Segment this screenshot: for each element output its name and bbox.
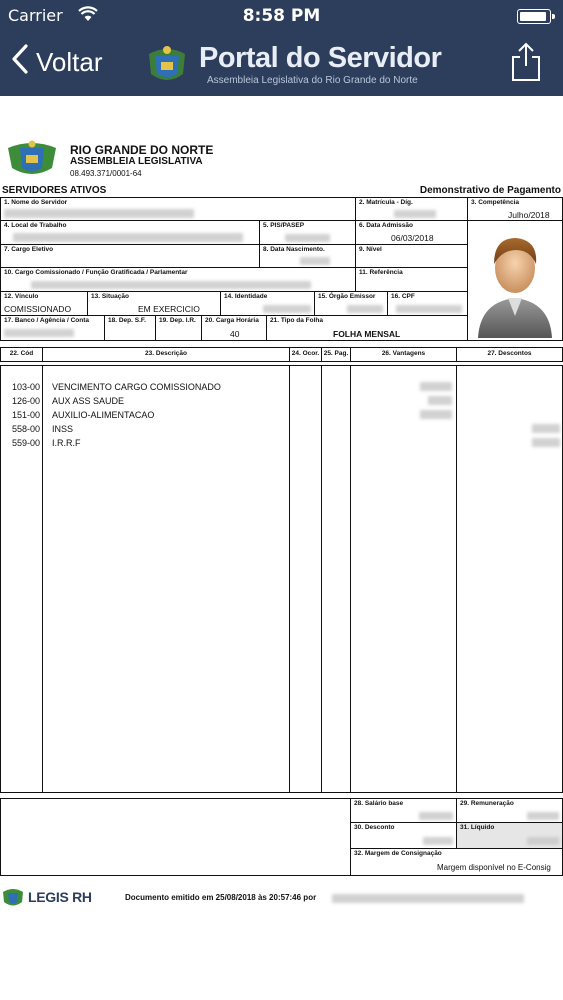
portal-title: Portal do Servidor	[199, 41, 442, 74]
field-orgao-emissor: 15. Órgão Emissor	[314, 291, 388, 316]
battery-icon	[517, 9, 551, 24]
state-seal-icon	[143, 40, 191, 88]
total-liquido: 31. Líquido	[456, 822, 563, 849]
field-carga-horaria: 20. Carga Horária 40	[201, 315, 267, 341]
field-competencia: 3. Competência Julho/2018	[467, 197, 563, 221]
carrier-label: Carrier	[8, 6, 63, 25]
back-label: Voltar	[36, 46, 103, 77]
cnpj: 08.493.371/0001-64	[70, 169, 142, 178]
field-local: 4. Local de Trabalho	[0, 220, 260, 245]
body-col-descricao	[42, 365, 290, 793]
share-button[interactable]	[509, 40, 543, 84]
total-salario-base: 28. Salário base	[350, 798, 457, 823]
field-banco: 17. Banco / Agência / Conta	[0, 315, 105, 341]
total-desconto: 30. Desconto	[350, 822, 457, 849]
clock: 8:58 PM	[242, 6, 321, 26]
col-ocorrencia: 24. Ocor.	[289, 347, 322, 362]
emitter-redacted	[332, 894, 524, 903]
nav-bar	[0, 32, 563, 96]
total-remuneracao: 29. Remuneração	[456, 798, 563, 823]
total-margem: 32. Margem de Consignação Margem disponível no E-Consig	[350, 848, 563, 876]
share-icon	[509, 40, 543, 84]
body-col-vantagens	[350, 365, 457, 793]
back-button[interactable]	[10, 44, 103, 80]
col-descontos: 27. Descontos	[456, 347, 563, 362]
payslip-document: RIO GRANDE DO NORTE ASSEMBLEIA LEGISLATIVA 08.493.371/0001-64 SERVIDORES ATIVOS Demonstrativo de Pagamento 1. Nome do Servidor 2. Matrícula - Díg. 3. Competência Julho/2018 4. Local de Trabalho 5. PIS/PASEP 6. Data Admissão 06/03/2018 7. Cargo Eletivo 8. Data Nascimento. 9. Nível 10. Cargo Comissionado / Função Gratificada / Parlamentar 11. Referência 12. Vínculo COMISSIONADO 13. Situação EM EXERCICIO 14. Identidade 15. Órgão Emissor 16. CPF 17. Banco / Agência / Conta 18. Dep. S.F. 19. Dep. I.R. 20. Carga Horária 40 21. Tipo da Folha FOLHA MENSAL 22. Cód 23. Descrição 24. Ocor. 25. Pag. 26. Vantagens 27. Descontos 103-00 VENCIMENTO CARGO COMISSIONADO 126-00 AUX ASS SAUDE 151-00 AUXILIO-ALIMENTACAO 558-00 INSS 559-00 I.R.R.F 28. Salário base 29. Remuneração 30. Desconto 31. Líquido 32. Margem de Consignação Margem disponível no E-Consig LEGIS RH Documento emitido em 25/08/2018 às 20:57:46 por	[0, 96, 563, 1000]
field-dep-sf: 18. Dep. S.F.	[104, 315, 156, 341]
field-cargo-comissionado: 10. Cargo Comissionado / Função Gratificada / Parlamentar	[0, 267, 356, 292]
field-tipo-folha: 21. Tipo da Folha FOLHA MENSAL	[266, 315, 468, 341]
chevron-left-icon	[10, 43, 30, 81]
doc-title: Demonstrativo de Pagamento	[419, 185, 561, 196]
field-nascimento: 8. Data Nascimento.	[259, 244, 356, 268]
field-matricula: 2. Matrícula - Díg.	[355, 197, 468, 221]
col-vantagens: 26. Vantagens	[350, 347, 457, 362]
state-name: RIO GRANDE DO NORTE	[70, 143, 214, 157]
section-title: SERVIDORES ATIVOS	[2, 185, 107, 196]
body-col-ocorrencia	[289, 365, 322, 793]
emission-note: Documento emitido em 25/08/2018 às 20:57:46 por	[125, 893, 317, 902]
col-descricao: 23. Descrição	[42, 347, 290, 362]
legis-seal-icon	[2, 886, 24, 908]
field-admissao: 6. Data Admissão 06/03/2018	[355, 220, 468, 245]
field-vinculo: 12. Vínculo COMISSIONADO	[0, 291, 88, 316]
field-referencia: 11. Referência	[355, 267, 468, 292]
field-nivel: 9. Nível	[355, 244, 468, 268]
field-nome: 1. Nome do Servidor	[0, 197, 356, 221]
col-pagamento: 25. Pag.	[321, 347, 351, 362]
org-name: ASSEMBLEIA LEGISLATIVA	[70, 156, 203, 167]
field-pis: 5. PIS/PASEP	[259, 220, 356, 245]
field-situacao: 13. Situação EM EXERCICIO	[87, 291, 221, 316]
totals-blank	[0, 798, 351, 876]
col-codigo: 22. Cód	[0, 347, 43, 362]
field-identidade: 14. Identidade	[220, 291, 315, 316]
status-bar	[0, 0, 563, 32]
field-cpf: 16. CPF	[387, 291, 468, 316]
portal-brand	[143, 38, 441, 90]
portal-subtitle: Assembleia Legislativa do Rio Grande do Norte	[207, 74, 418, 86]
state-coat-of-arms-icon	[6, 138, 58, 178]
legis-rh-logo: LEGIS RH	[2, 886, 92, 908]
avatar	[470, 220, 560, 340]
field-dep-ir: 19. Dep. I.R.	[155, 315, 202, 341]
body-col-pagamento	[321, 365, 351, 793]
field-cargo-eletivo: 7. Cargo Eletivo	[0, 244, 260, 268]
